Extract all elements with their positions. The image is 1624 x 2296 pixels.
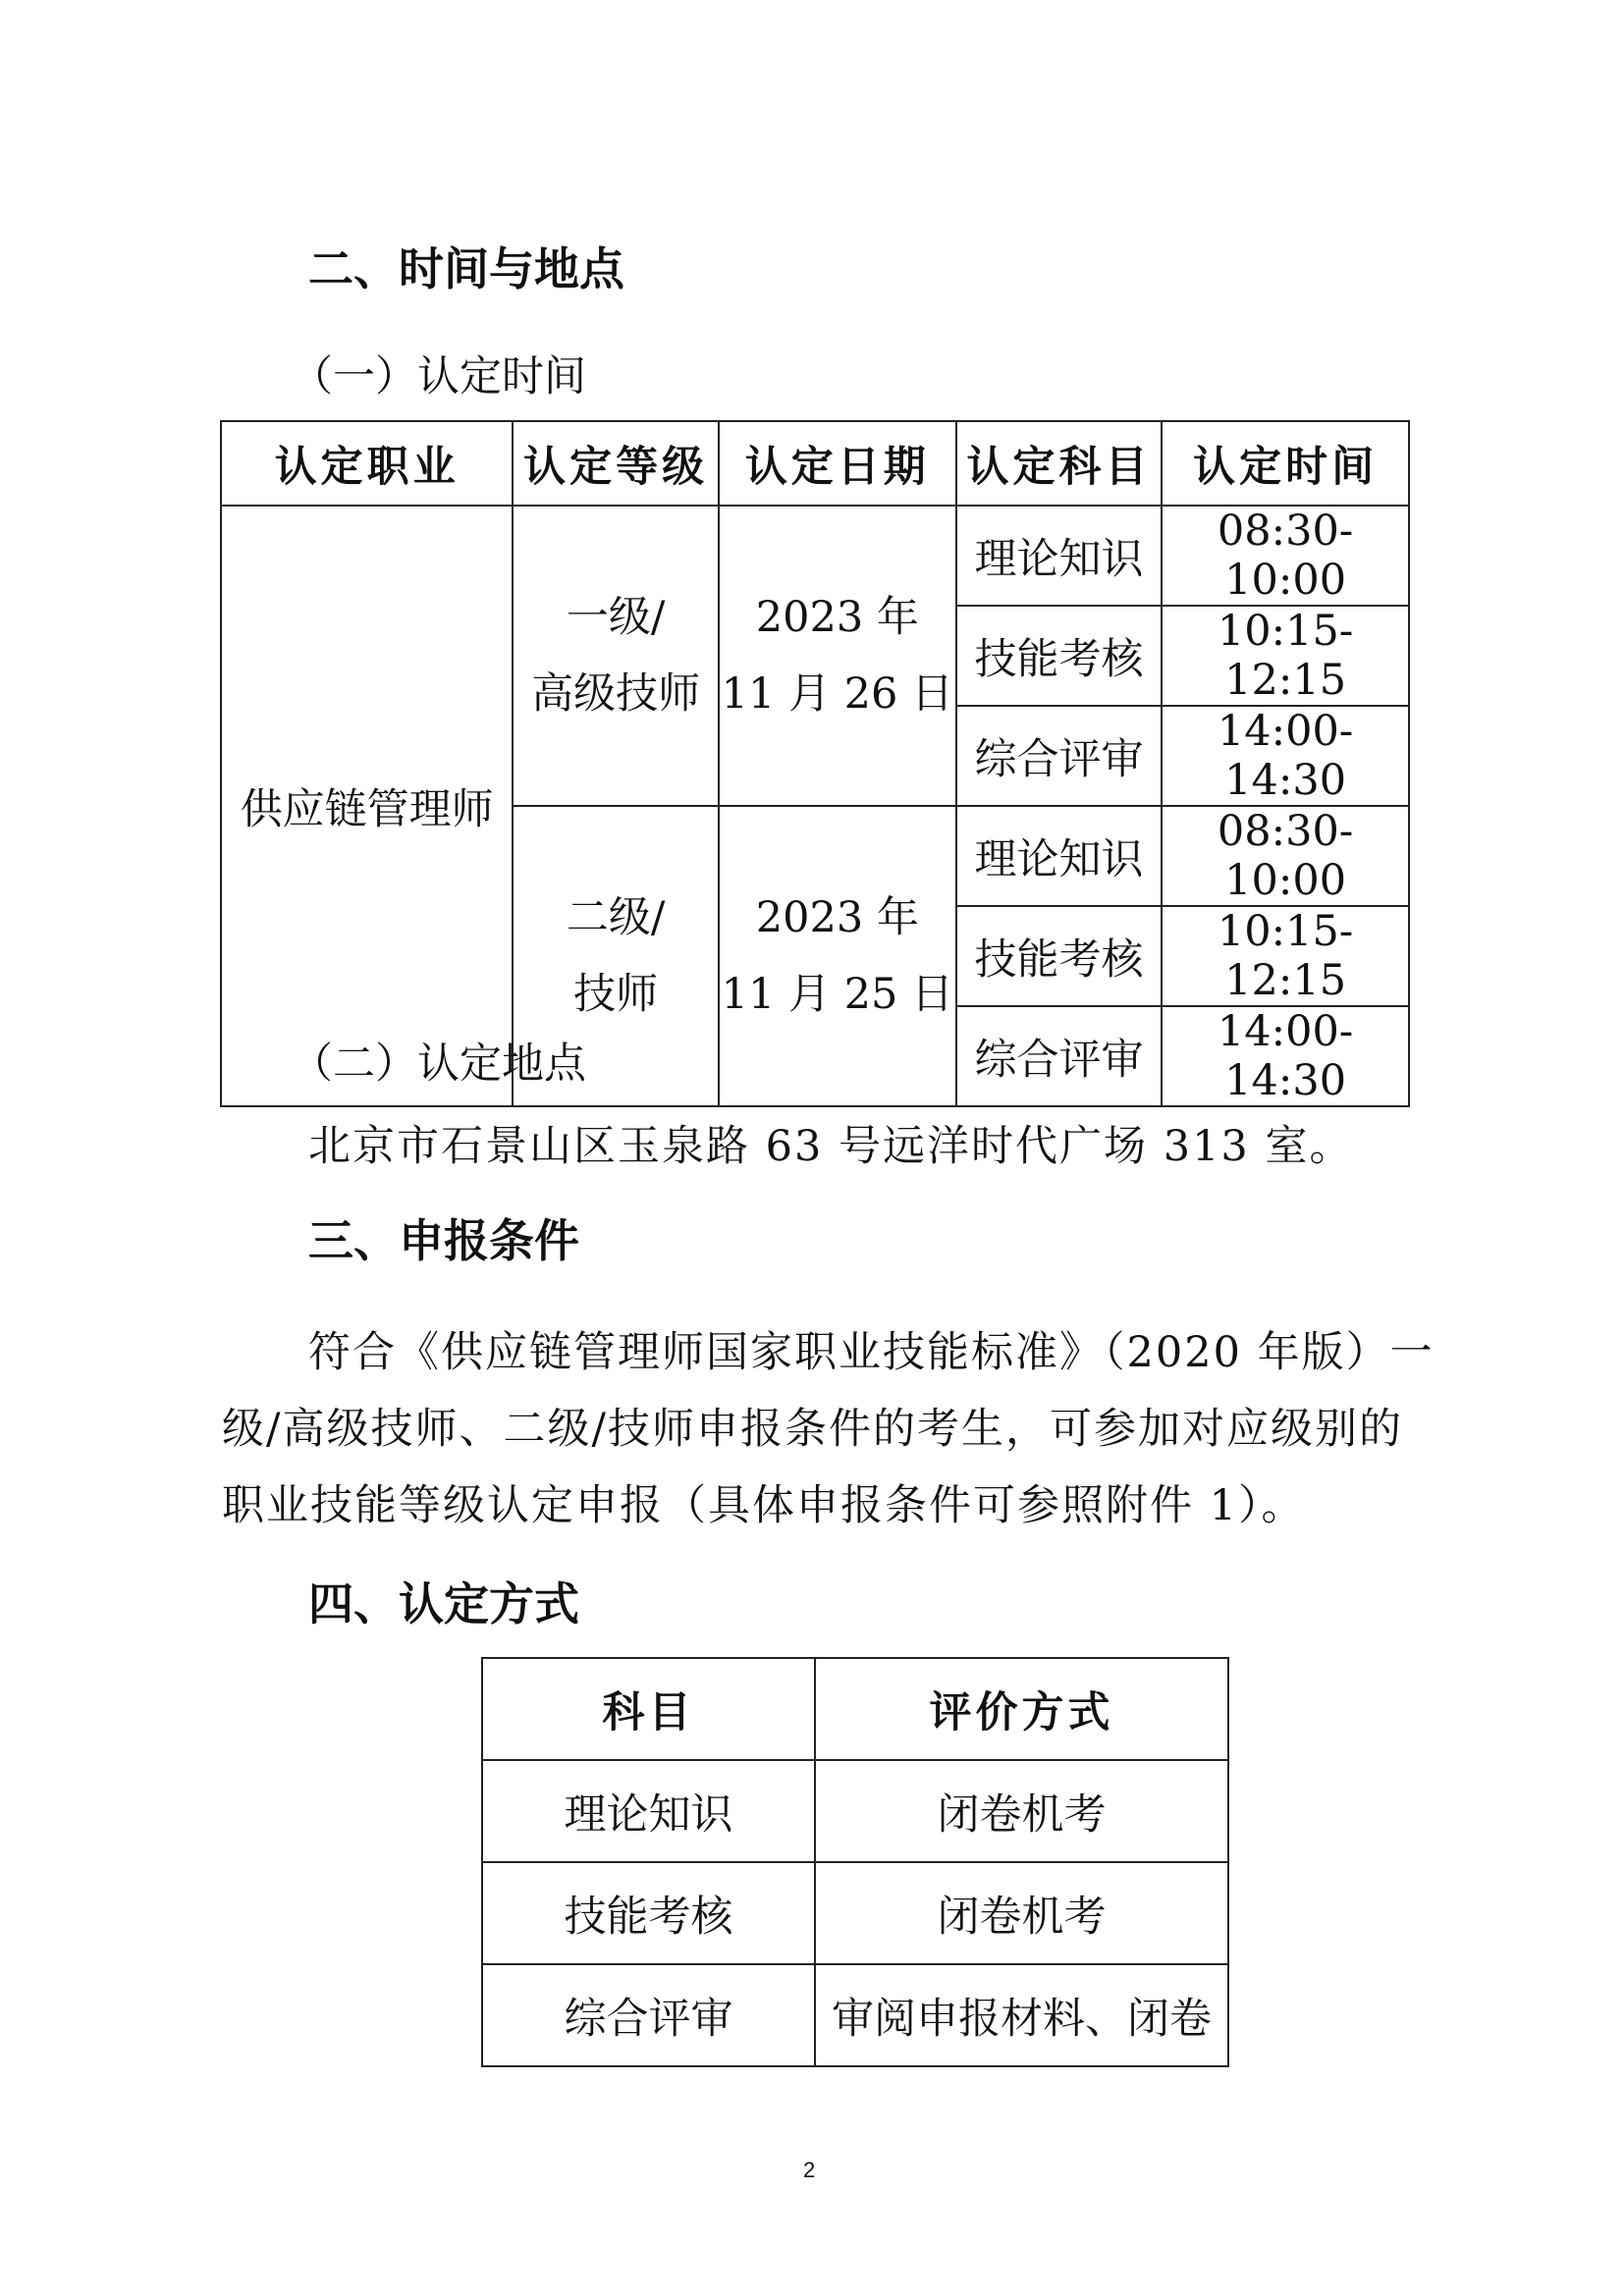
table-row — [482, 1964, 1228, 2066]
subject-cell: 理论知识 — [482, 1760, 815, 1862]
level-line: 二级/ — [566, 893, 666, 942]
time-cell: 08:30-10:00 — [1162, 806, 1409, 906]
header-level: 认定等级 — [513, 421, 719, 506]
level-line: 高级技师 — [531, 669, 701, 719]
date-cell-1 — [719, 506, 956, 806]
date-cell-2 — [719, 806, 956, 1106]
table-row — [482, 1862, 1228, 1964]
header-time: 认定时间 — [1162, 421, 1409, 506]
date-line: 2023 年 — [755, 593, 919, 642]
occupation-cell: 供应链管理师 — [221, 506, 513, 1106]
time-cell: 08:30-10:00 — [1162, 506, 1409, 606]
subject-cell: 理论知识 — [956, 506, 1163, 606]
subject-cell: 综合评审 — [956, 1006, 1163, 1106]
date-line: 11 月 25 日 — [721, 970, 954, 1019]
header-method: 评价方式 — [815, 1658, 1228, 1760]
schedule-table — [220, 420, 1410, 1107]
header-date: 认定日期 — [719, 421, 956, 506]
subheading-assessment-time: （一）认定时间 — [291, 352, 586, 401]
method-header-row — [482, 1658, 1228, 1760]
subject-cell: 技能考核 — [956, 906, 1163, 1006]
time-cell: 10:15-12:15 — [1162, 606, 1409, 706]
requirements-line: 符合《供应链管理师国家职业技能标准》（2020 年版）一 — [308, 1328, 1435, 1377]
time-cell: 14:00-14:30 — [1162, 706, 1409, 806]
subject-cell: 理论知识 — [956, 806, 1163, 906]
schedule-header-row — [221, 421, 1409, 506]
time-cell: 14:00-14:30 — [1162, 1006, 1409, 1106]
section-heading-method: 四、认定方式 — [308, 1577, 579, 1630]
subject-cell: 综合评审 — [482, 1964, 815, 2066]
subject-cell: 技能考核 — [956, 606, 1163, 706]
section-heading-requirements: 三、申报条件 — [308, 1214, 579, 1267]
requirements-line: 级/高级技师、二级/技师申报条件的考生，可参加对应级别的 — [222, 1405, 1403, 1454]
table-row — [221, 506, 1409, 606]
subheading-assessment-place: （二）认定地点 — [291, 1040, 586, 1089]
address-text: 北京市石景山区玉泉路 63 号远洋时代广场 313 室。 — [308, 1122, 1354, 1171]
method-cell: 闭卷机考 — [815, 1862, 1228, 1964]
header-occupation: 认定职业 — [221, 421, 513, 506]
method-table — [481, 1657, 1229, 2067]
date-line: 2023 年 — [755, 893, 919, 942]
header-subject: 认定科目 — [956, 421, 1163, 506]
level-line: 技师 — [573, 970, 659, 1019]
level-line: 一级/ — [566, 593, 666, 642]
page-number: 2 — [803, 2158, 816, 2182]
table-row — [482, 1760, 1228, 1862]
date-line: 11 月 26 日 — [721, 669, 954, 719]
method-cell: 闭卷机考 — [815, 1760, 1228, 1862]
section-heading-time-place: 二、时间与地点 — [308, 242, 624, 295]
time-cell: 10:15-12:15 — [1162, 906, 1409, 1006]
method-cell: 审阅申报材料、闭卷 — [815, 1964, 1228, 2066]
header-subject: 科目 — [482, 1658, 815, 1760]
subject-cell: 综合评审 — [956, 706, 1163, 806]
level-cell-1 — [513, 506, 719, 806]
requirements-line: 职业技能等级认定申报（具体申报条件可参照附件 1）。 — [222, 1481, 1306, 1530]
subject-cell: 技能考核 — [482, 1862, 815, 1964]
